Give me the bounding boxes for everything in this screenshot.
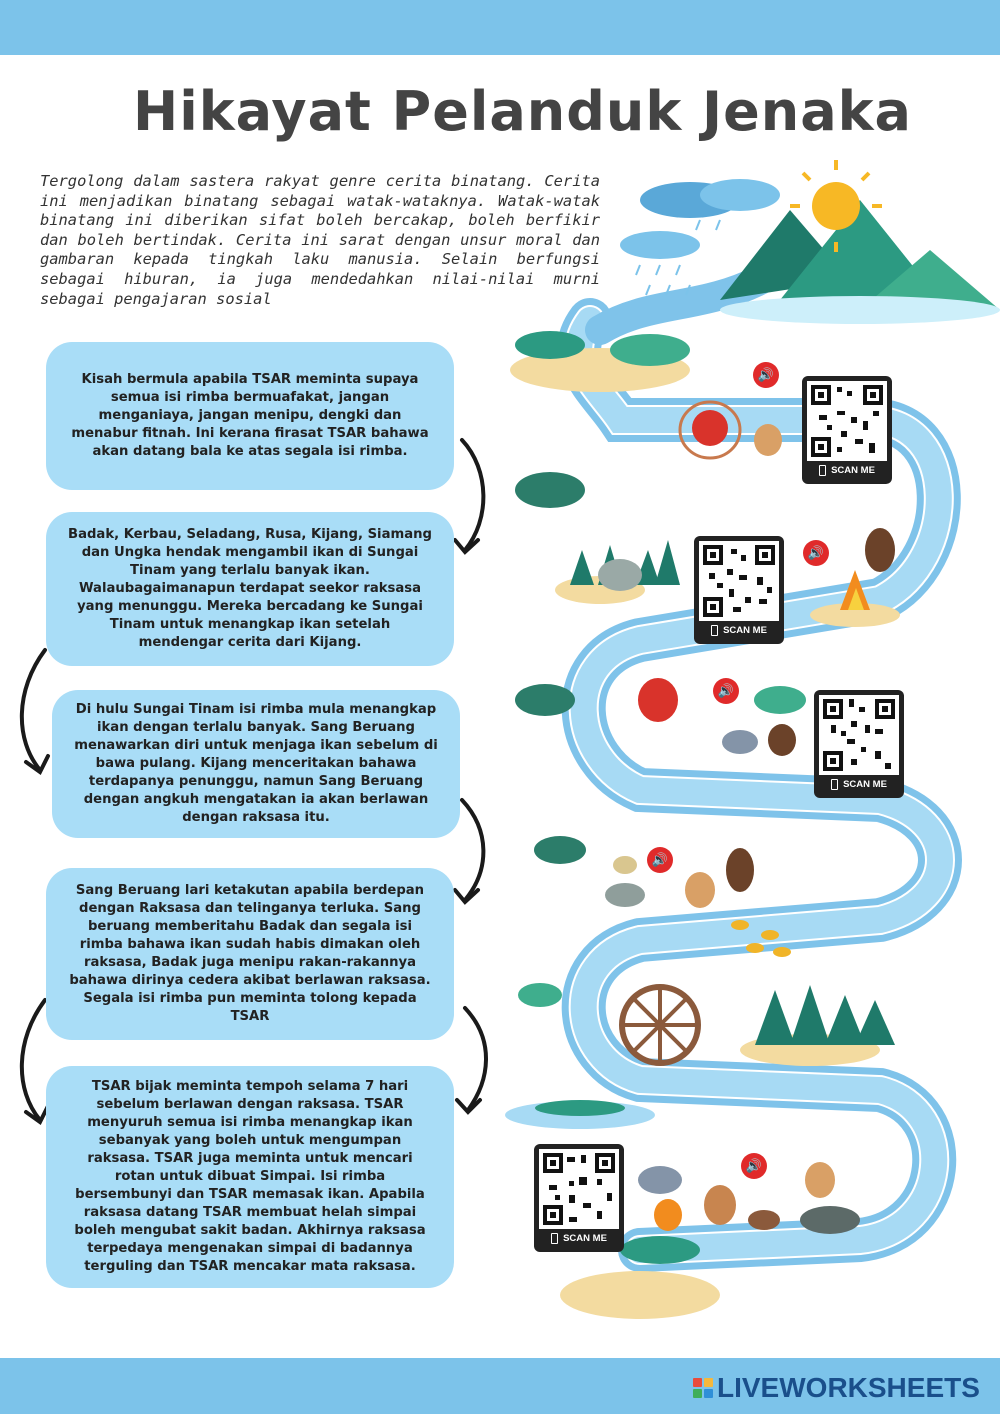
qr-code-1[interactable] xyxy=(802,376,892,484)
speaker-icon: 🔊 xyxy=(757,367,775,383)
audio-button-1[interactable] xyxy=(753,362,779,388)
story-box-3: Di hulu Sungai Tinam isi rimba mula menangkap ikan dengan terlalu banyak. Sang Beruang menawarkan diri untuk menjaga ikan sebelum di bawa pulang. Kijang menceritakan bahawa terdapanya penunggu, namun Sang Beruang dengan angkuh mengatakan ia akan berlawan dengan raksasa itu. xyxy=(52,690,460,838)
qr-icon xyxy=(539,1149,619,1229)
qr-label: SCAN ME xyxy=(831,464,875,476)
story-box-5: TSAR bijak meminta tempoh selama 7 hari sebelum berlawan dengan raksasa. TSAR menyuruh semua isi rimba menangkap ikan sebanyak yang boleh untuk mengumpan raksasa. TSAR juga meminta untuk mencari rotan untuk dibuat Simpai. Isi rimba bersembunyi dan TSAR memasak ikan. Apabila raksasa datang TSAR membuat helah simpai boleh mengubat sakit badan. Akhirnya raksasa terpedaya mengenakan simpai di badannya terguling dan TSAR mencakar mata raksasa. xyxy=(46,1066,454,1288)
qr-icon xyxy=(699,541,779,621)
qr-label: SCAN ME xyxy=(563,1232,607,1244)
logo-text: LIVEWORKSHEETS xyxy=(717,1372,980,1403)
story-box-4: Sang Beruang lari ketakutan apabila berdepan dengan Raksasa dan telinganya terluka. Sang beruang memberitahu Badak dan segala isi rimba bahawa ikan sudah habis dimakan oleh raksasa, Badak juga menipu rakan-rakannya bahawa dirinya cedera akibat berlawan raksasa. Segala isi rimba pun meminta tolong kepada TSAR xyxy=(46,868,454,1040)
speaker-icon: 🔊 xyxy=(745,1158,763,1174)
qr-code-2[interactable] xyxy=(694,536,784,644)
audio-button-3[interactable] xyxy=(713,678,739,704)
phone-icon xyxy=(819,465,826,476)
liveworksheets-logo[interactable] xyxy=(693,1372,980,1404)
phone-icon xyxy=(831,779,838,790)
audio-button-4[interactable] xyxy=(647,847,673,873)
speaker-icon: 🔊 xyxy=(651,852,669,868)
speaker-icon: 🔊 xyxy=(807,545,825,561)
qr-icon xyxy=(819,695,899,775)
arrow-2 xyxy=(22,650,45,770)
arrow-4 xyxy=(22,1000,45,1120)
speaker-icon: 🔊 xyxy=(717,683,735,699)
audio-button-5[interactable] xyxy=(741,1153,767,1179)
phone-icon xyxy=(551,1233,558,1244)
logo-icon xyxy=(693,1378,713,1398)
qr-code-4[interactable] xyxy=(534,1144,624,1252)
qr-label: SCAN ME xyxy=(843,778,887,790)
arrow-3 xyxy=(462,800,483,900)
qr-code-3[interactable] xyxy=(814,690,904,798)
qr-label: SCAN ME xyxy=(723,624,767,636)
audio-button-2[interactable] xyxy=(803,540,829,566)
intro-paragraph: Tergolong dalam sastera rakyat genre cerita binatang. Cerita ini menjadikan binatang sebagai watak-wataknya. Watak-watak binatang ini diberikan sifat boleh bercakap, boleh berfikir dan boleh bertindak. Cerita ini sarat dengan unsur moral dan gambaran kepada tingkah laku manusia. Selain berfungsi sebagai hiburan, ia juga mendedahkan nilai-nilai murni sebagai pengajaran sosial xyxy=(40,172,600,308)
arrow-1 xyxy=(462,440,483,550)
story-box-1: Kisah bermula apabila TSAR meminta supaya semua isi rimba bermuafakat, jangan menganiaya, jangan menipu, dengki dan menabur fitnah. Ini kerana firasat TSAR bahawa akan datang bala ke atas segala isi rimba. xyxy=(46,342,454,490)
phone-icon xyxy=(711,625,718,636)
arrow-5 xyxy=(465,1008,486,1110)
story-box-2: Badak, Kerbau, Seladang, Rusa, Kijang, Siamang dan Ungka hendak mengambil ikan di Sungai Tinam yang terlalu banyak ikan. Walaubagaimanapun terdapat seekor raksasa yang menunggu. Mereka bercadang ke Sungai Tinam untuk menangkap ikan setelah mendengar cerita dari Kijang. xyxy=(46,512,454,666)
qr-icon xyxy=(807,381,887,461)
page-title: Hikayat Pelanduk Jenaka xyxy=(133,80,912,143)
